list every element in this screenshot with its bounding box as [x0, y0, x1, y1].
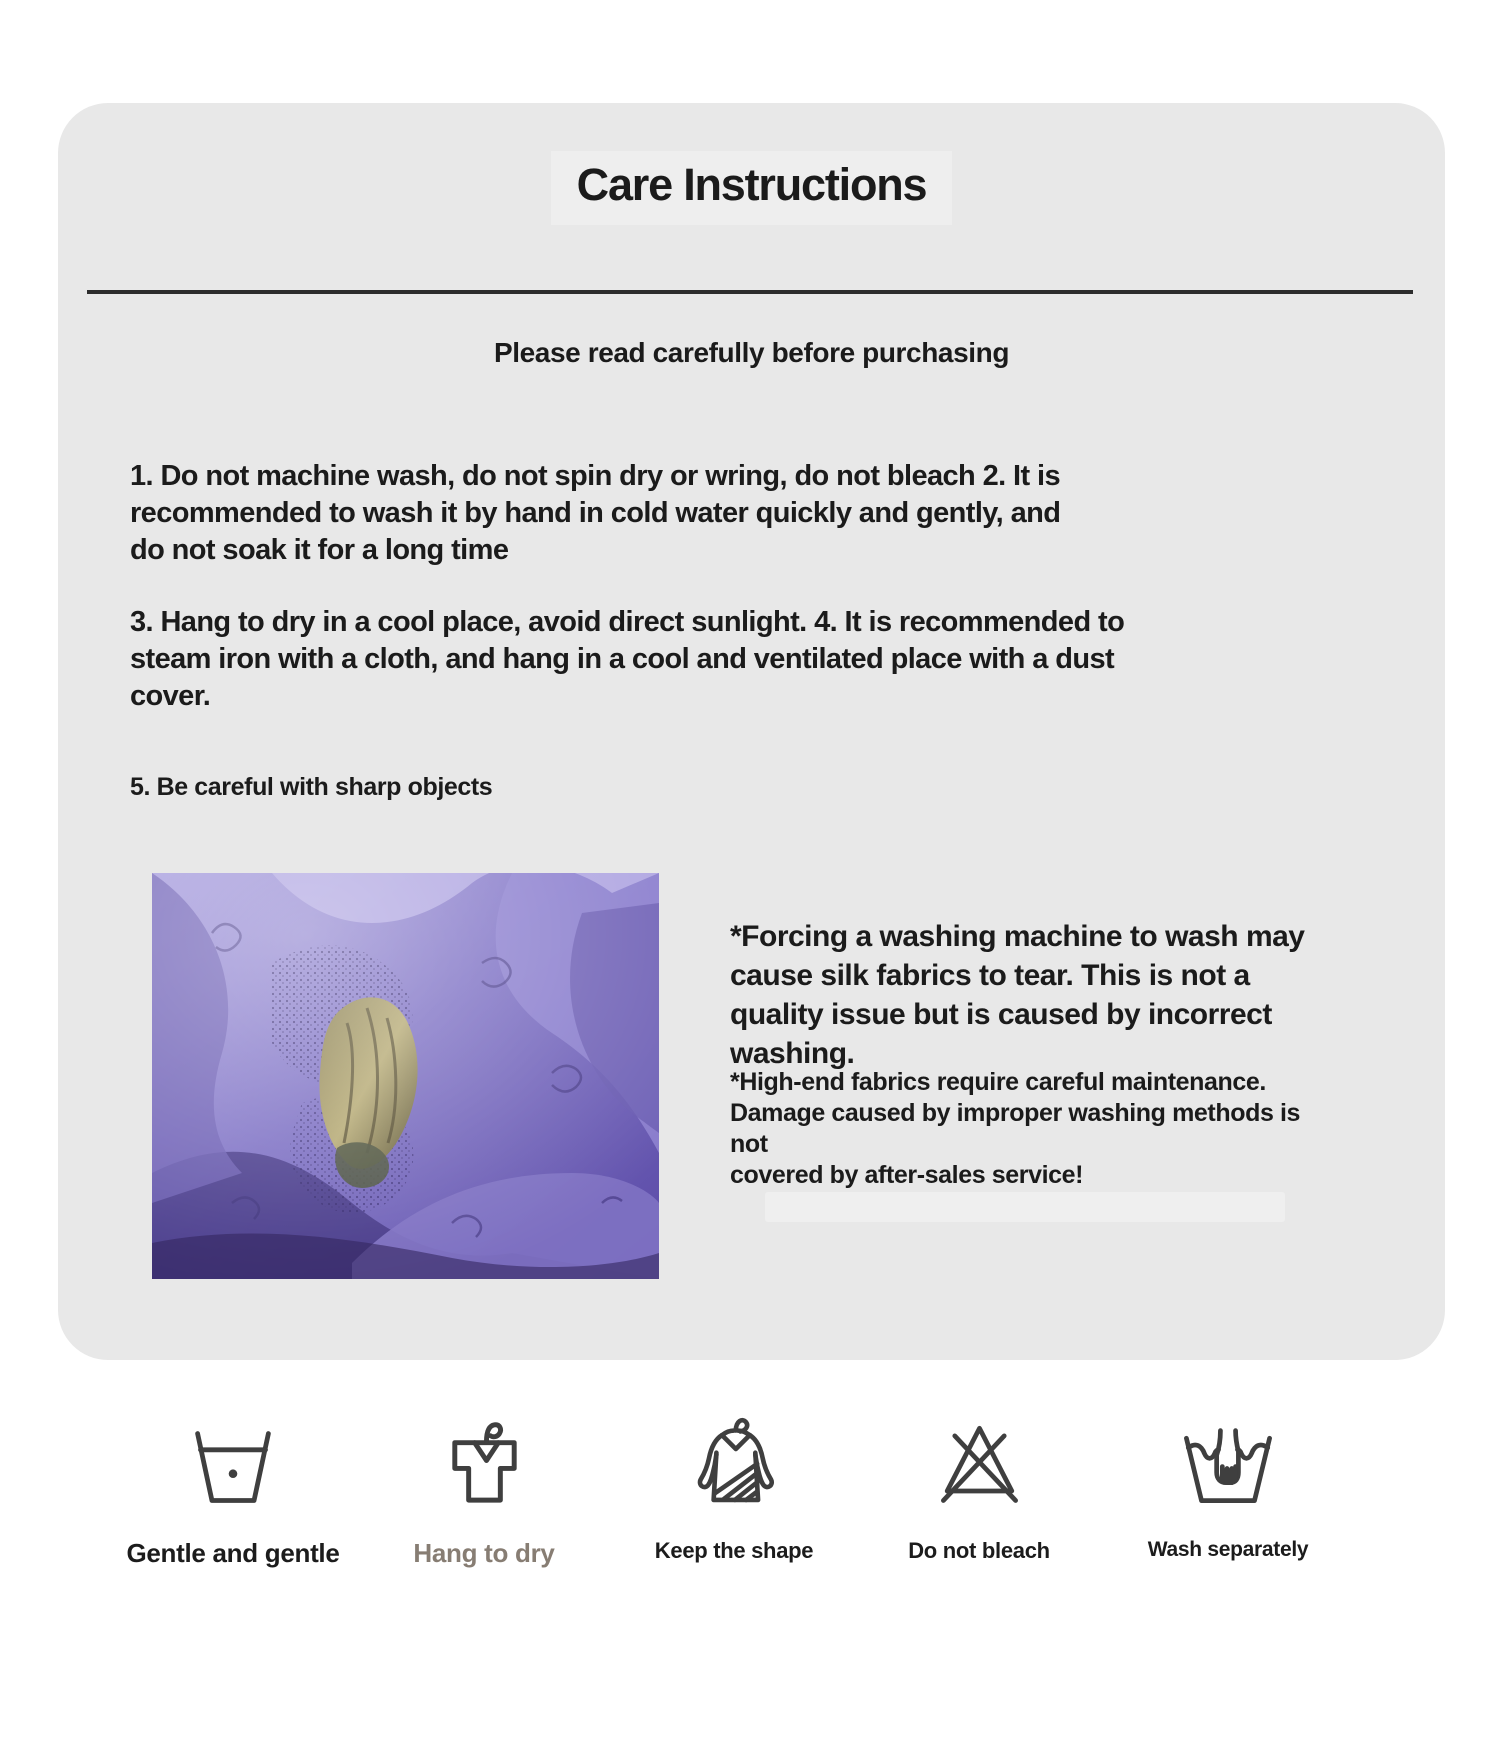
icon-label: Hang to dry — [413, 1538, 555, 1568]
icon-label: Do not bleach — [908, 1538, 1050, 1563]
do-not-bleach-icon — [932, 1400, 1027, 1512]
wash-separately-icon-svg — [1175, 1425, 1281, 1512]
gentle-wash-icon — [185, 1400, 281, 1512]
page-title-row — [58, 151, 1445, 225]
care-icon-item-gentle-wash — [113, 1400, 353, 1569]
divider-line — [87, 290, 1413, 294]
care-icon-item-do-not-bleach — [859, 1400, 1099, 1564]
care-paragraph-2: 3. Hang to dry in a cool place, avoid direct sunlight. 4. It is recommended to steam iron with a cloth, and hang in a cool and ventilated place with a dust cover. — [130, 606, 1125, 712]
wash-separately-icon — [1175, 1400, 1281, 1512]
warning-primary: *Forcing a washing machine to wash may cause silk fabrics to tear. This is not a quality issue but is caused by incorrect washing. — [730, 920, 1305, 1070]
icon-label: Gentle and gentle — [126, 1538, 340, 1568]
care-paragraph-1: 1. Do not machine wash, do not spin dry or wring, do not bleach 2. It is recommended to wash it by hand in cold water quickly and gently, and do not soak it for a long time — [130, 460, 1061, 566]
hang-dry-icon — [435, 1400, 534, 1512]
care-icon-item-keep-shape — [614, 1400, 854, 1564]
warning-secondary: *High-end fabrics require careful maintenance. Damage caused by improper washing methods is not covered by after-sales service! — [730, 1068, 1301, 1189]
gentle-wash-icon-svg — [185, 1424, 281, 1512]
keep-shape-icon — [683, 1400, 785, 1512]
page-title: Care Instructions — [551, 151, 953, 225]
care-card — [58, 103, 1445, 1360]
icon-label: Keep the shape — [654, 1538, 814, 1563]
care-icon-item-hang-dry — [364, 1400, 604, 1569]
fabric-photo-torn-purple-silk — [152, 873, 659, 1279]
care-icons-row — [0, 1400, 1500, 1600]
care-note-sharp-objects: 5. Be careful with sharp objects — [130, 773, 493, 801]
fabric-illustration — [152, 873, 659, 1279]
care-icon-item-wash-separately — [1108, 1400, 1348, 1562]
highlight-bar — [765, 1192, 1285, 1222]
subtitle: Please read carefully before purchasing — [493, 337, 1010, 368]
hang-dry-icon-svg — [435, 1409, 534, 1512]
icon-label: Wash separately — [1147, 1538, 1309, 1561]
do-not-bleach-icon-svg — [932, 1413, 1027, 1512]
keep-shape-icon-svg — [683, 1412, 785, 1512]
